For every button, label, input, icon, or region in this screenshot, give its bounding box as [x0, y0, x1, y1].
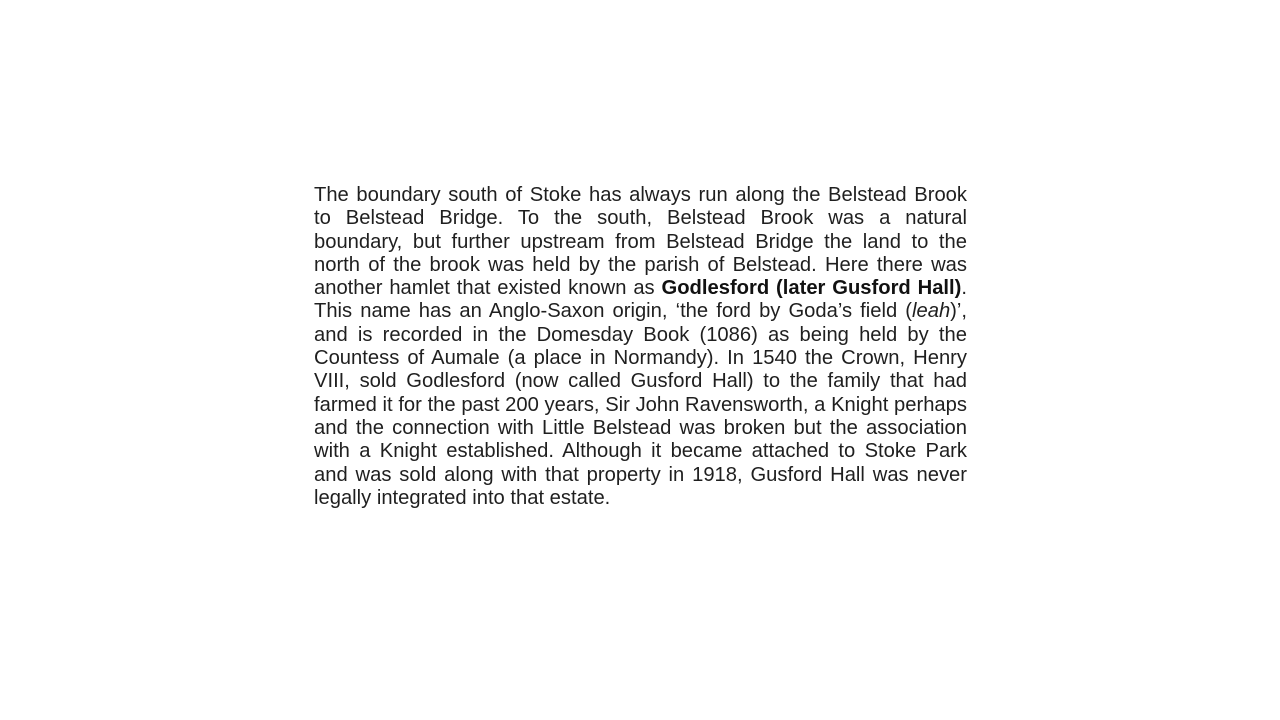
paragraph-text-part3: )’, and is recorded in the Domesday Book (1086) as being held by the Countess of Aumale (a place in Normandy). In 1540 the Crown, Henry VIII, sold Godlesford (now called Gusford Hall) to the family that had farmed it for the past 200 years, Sir John Ravensworth, a Knight perhaps and the connection with Little Belstead was broken but the association with a Knight established. Although it became attached to Stoke Park and was sold along with that property in 1918, Gusford Hall was never legally integrated into that estate. [314, 300, 967, 509]
paragraph-italic-word: leah [912, 300, 951, 323]
paragraph-text-part2: . This name has an Anglo-Saxon origin, ‘the ford by Goda’s field ( [314, 277, 967, 323]
paragraph-bold-name: Godlesford (later Gusford Hall) [661, 277, 962, 300]
body-paragraph [314, 184, 967, 510]
paragraph-text-part1: The boundary south of Stoke has always run along the Belstead Brook to Belstead Bridge. To the south, Belstead Brook was a natural boundary, but further upstream from Belstead Bridge the land to the north of the brook was held by the parish of Belstead. Here there was another hamlet that existed known as [314, 184, 967, 300]
